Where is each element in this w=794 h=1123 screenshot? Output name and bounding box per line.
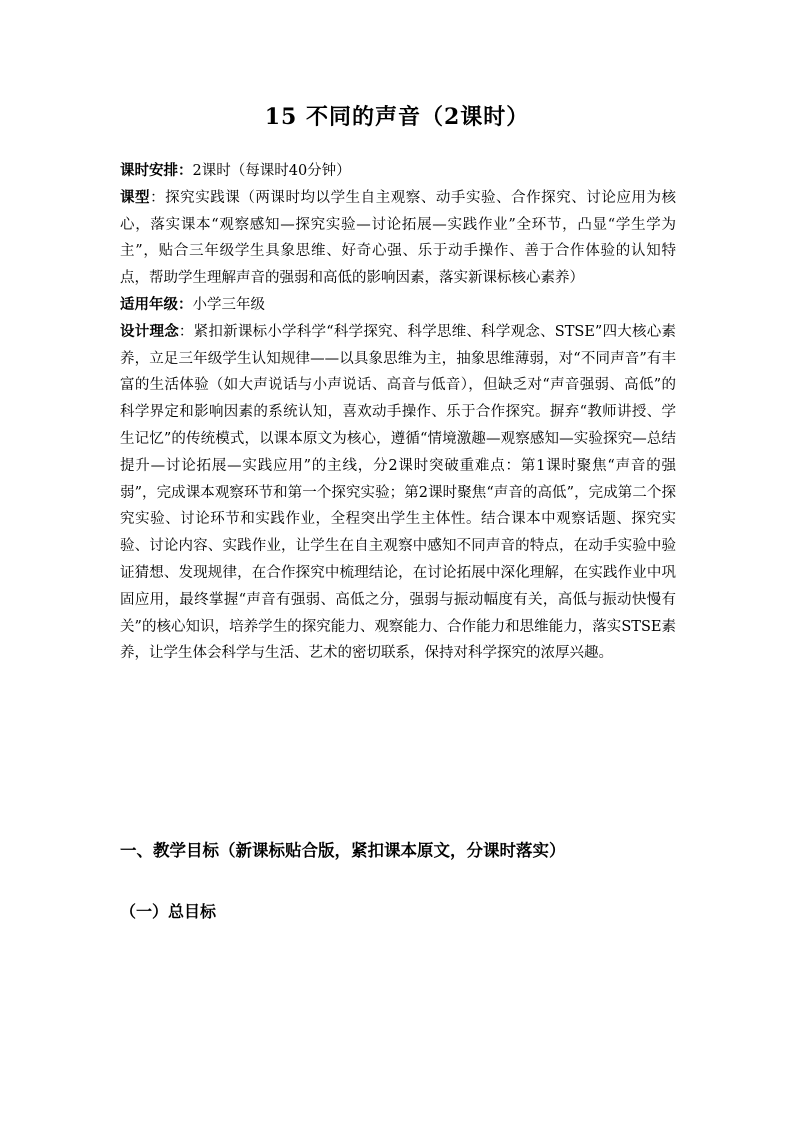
page-title: 15 不同的声音（2课时）: [264, 104, 530, 130]
type-paragraph: [120, 185, 676, 292]
schedule-paragraph: [120, 158, 676, 185]
schedule-label: 课时安排：: [120, 162, 193, 179]
subsection-heading-overall-goal: （一）总目标: [120, 902, 217, 921]
section-heading-objectives: 一、教学目标（新课标贴合版，紧扣课本原文，分课时落实）: [120, 841, 566, 860]
document-body: [120, 158, 676, 667]
concept-paragraph: [120, 319, 676, 667]
grade-value: 小学三年级: [192, 296, 265, 313]
concept-value: ：紧扣新课标小学科学“科学探究、科学思维、科学观念、STSE”四大核心素养，立足三年级学生认知规律——以具象思维为主，抽象思维薄弱，对“不同声音”有丰富的生活体验（如大声说话与小声说话、高音与低音），但缺乏对“声音强弱、高低”的科学界定和影响因素的系统认知，喜欢动手操作、乐于合作探究。摒弃“教师讲授、学生记忆”的传统模式，以课本原文为核心，遵循“情境激趣—观察感知—实验探究—总结提升—讨论拓展—实践应用”的主线，分2课时突破重难点：第1课时聚焦“声音的强弱”，完成课本观察环节和第一个探究实验；第2课时聚焦“声音的高低”，完成第二个探究实验、讨论环节和实践作业，全程突出学生主体性。结合课本中观察话题、探究实验、讨论内容、实践作业，让学生在自主观察中感知不同声音的特点，在动手实验中验证猜想、发现规律，在合作探究中梳理结论，在讨论拓展中深化理解，在实践作业中巩固应用，最终掌握“声音有强弱、高低之分，强弱与振动幅度有关，高低与振动快慢有关”的核心知识，培养学生的探究能力、观察能力、合作能力和思维能力，落实STSE素养，让学生体会科学与生活、艺术的密切联系，保持对科学探究的浓厚兴趣。: [120, 323, 676, 662]
grade-label: 适用年级：: [120, 295, 193, 313]
type-label: 课型: [120, 188, 151, 206]
schedule-value: 2课时（每课时40分钟）: [192, 163, 351, 179]
concept-label: 设计理念: [120, 322, 179, 340]
grade-paragraph: [120, 292, 676, 319]
type-value: ：探究实践课（两课时均以学生自主观察、动手实验、合作探究、讨论应用为核心，落实课本“观察感知—探究实验—讨论拓展—实践作业”全环节，凸显“学生学为主”，贴合三年级学生具象思维、好奇心强、乐于动手操作、善于合作体验的认知特点，帮助学生理解声音的强弱和高低的影响因素，落实新课标核心素养）: [120, 189, 677, 287]
